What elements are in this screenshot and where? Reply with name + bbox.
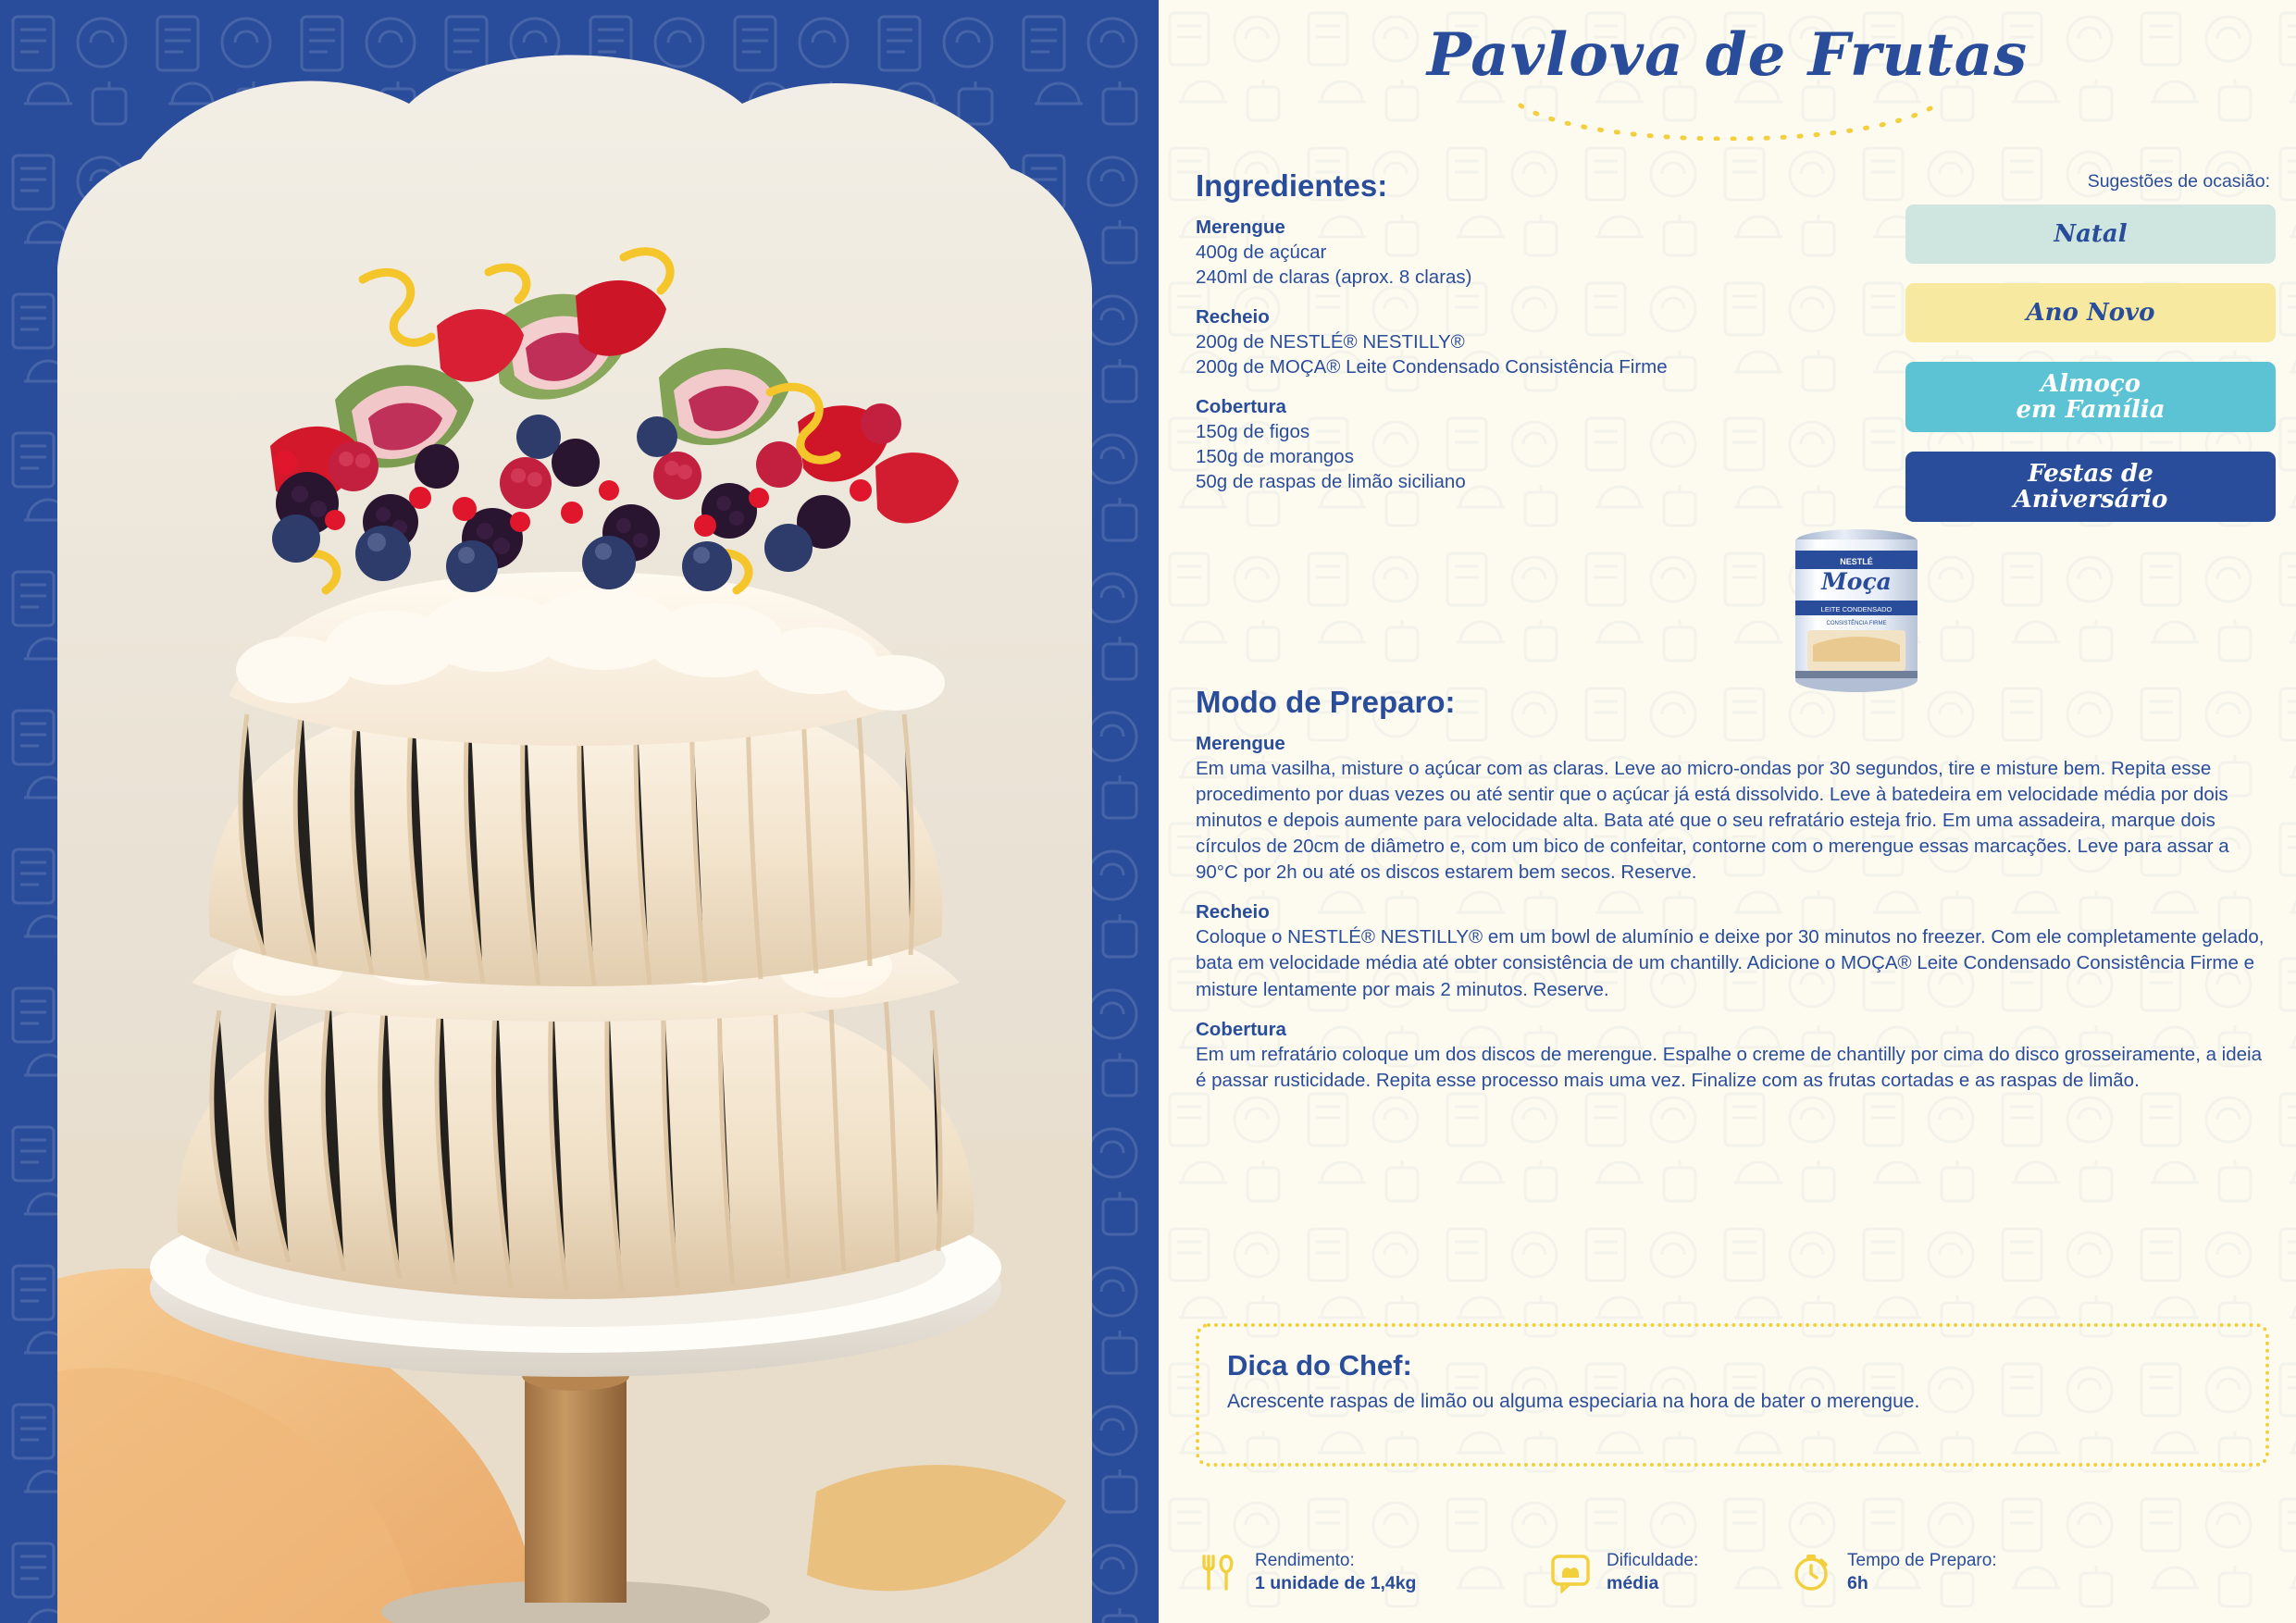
svg-text:Moça: Moça (1821, 568, 1892, 595)
method-group-text: Em um refratário coloque um dos discos de merengue. Espalhe o creme de chantilly por cima do disco grosseiramente, a ideia é passar rusticidade. Repita esse processo mais uma vez. Finalize com as frutas cortadas e as raspas de limão. (1196, 1043, 2262, 1091)
method-group-recheio (1196, 901, 2269, 1002)
occasion-badge-ano-novo: Ano Novo (1905, 283, 2276, 342)
occasion-badge-line1: Almoço (2040, 369, 2141, 398)
ingredient-line: 400g de açúcar (1196, 242, 1327, 263)
cutlery-icon (1196, 1549, 1242, 1595)
chef-hat-icon (1547, 1549, 1594, 1595)
meta-difficulty-label: Dificuldade: (1607, 1550, 1699, 1570)
meta-yield-value: 1 unidade de 1,4kg (1255, 1572, 1417, 1593)
ingredient-line: 200g de MOÇA® Leite Condensado Consistência Firme (1196, 356, 1668, 378)
meta-yield-text (1255, 1550, 1416, 1595)
svg-text:CONSISTÊNCIA FIRME: CONSISTÊNCIA FIRME (1826, 621, 1887, 626)
meta-difficulty (1547, 1549, 1788, 1595)
title-decoration (1515, 100, 1941, 141)
occasion-badge-festas-de-aniversario (1905, 452, 2276, 522)
recipe-details-panel (1159, 0, 2296, 1623)
recipe-meta-footer (1196, 1549, 2269, 1595)
method-group-label: Recheio (1196, 901, 1270, 923)
meta-yield-label: Rendimento: (1255, 1550, 1355, 1570)
chef-tip-text: Acrescente raspas de limão ou alguma especiaria na hora de bater o merengue. (1227, 1391, 1920, 1412)
occasion-suggestions-label: Sugestões de ocasião: (2087, 171, 2270, 192)
chef-tip-box (1196, 1323, 2269, 1467)
occasion-badge-line2: Aniversário (2013, 486, 2168, 514)
meta-difficulty-text (1607, 1550, 1698, 1595)
occasion-badge-line2: em Família (2016, 396, 2166, 424)
meta-time (1788, 1549, 1997, 1595)
meta-time-label: Tempo de Preparo: (1847, 1550, 1997, 1570)
meta-time-text (1847, 1550, 1997, 1595)
svg-text:NESTLÉ: NESTLÉ (1840, 557, 1873, 566)
ingredients-section (1196, 168, 1769, 494)
page-title: Pavlova de Frutas (1426, 20, 2029, 90)
meta-yield (1196, 1549, 1547, 1595)
method-group-text: Em uma vasilha, misture o açúcar com as claras. Leve ao micro-ondas por 30 segundos, tire e misture bem. Repita esse procedimento por duas vezes ou até sentir que o açúcar já está dissolvido. Leve à batedeira em velocidade média por dois minutos e depois aumente para velocidade alta. Bata até que o seu refratário esteja frio. Em uma assadeira, marque dois círculos de 20cm de diâmetro e, com um bico de confeitar, contorne com o merengue essas marcações. Leve para assar a 90°C por 2h ou até os discos estarem bem secos. Reserve. (1196, 758, 2229, 884)
ingredients-heading: Ingredientes: (1196, 168, 1388, 203)
method-section (1196, 685, 2269, 1109)
timer-icon (1788, 1549, 1834, 1595)
ingredient-line: 150g de figos (1196, 421, 1310, 443)
recipe-photo-frame (57, 48, 1092, 1623)
ingredient-line: 200g de NESTLÉ® NESTILLY® (1196, 331, 1465, 353)
method-group-cobertura (1196, 1019, 2269, 1094)
meta-time-value: 6h (1847, 1572, 1868, 1593)
occasion-suggestions (1905, 171, 2276, 541)
ingredients-group-label-merengue: Merengue (1196, 217, 1285, 238)
svg-text:LEITE CONDENSADO: LEITE CONDENSADO (1820, 605, 1893, 613)
occasion-badge-natal: Natal (1905, 204, 2276, 264)
ingredients-group-label-cobertura: Cobertura (1196, 396, 1286, 418)
method-group-label: Cobertura (1196, 1018, 1286, 1040)
meta-difficulty-value: média (1607, 1572, 1659, 1593)
ingredient-line: 240ml de claras (aprox. 8 claras) (1196, 266, 1472, 289)
product-can-image (1776, 523, 1938, 699)
method-heading: Modo de Preparo: (1196, 685, 1456, 719)
occasion-badge-almoco-em-familia (1905, 362, 2276, 432)
method-group-label: Merengue (1196, 733, 1285, 754)
ingredients-group-label-recheio: Recheio (1196, 306, 1270, 328)
ingredient-line: 50g de raspas de limão siciliano (1196, 471, 1466, 493)
method-group-merengue (1196, 733, 2269, 886)
recipe-photo (57, 48, 1092, 1623)
ingredient-line: 150g de morangos (1196, 446, 1354, 468)
chef-tip-heading: Dica do Chef: (1227, 1349, 1412, 1381)
occasion-badge-line1: Festas de (2028, 459, 2153, 488)
method-group-text: Coloque o NESTLÉ® NESTILLY® em um bowl de alumínio e deixe por 30 minutos no freezer. Com ele completamente gelado, bata em velocidade média até obter consistência de um chantilly. Adicione o MOÇA® Leite Condensado Consistência Firme e misture lentamente por mais 2 minutos. Reserve. (1196, 926, 2265, 1000)
